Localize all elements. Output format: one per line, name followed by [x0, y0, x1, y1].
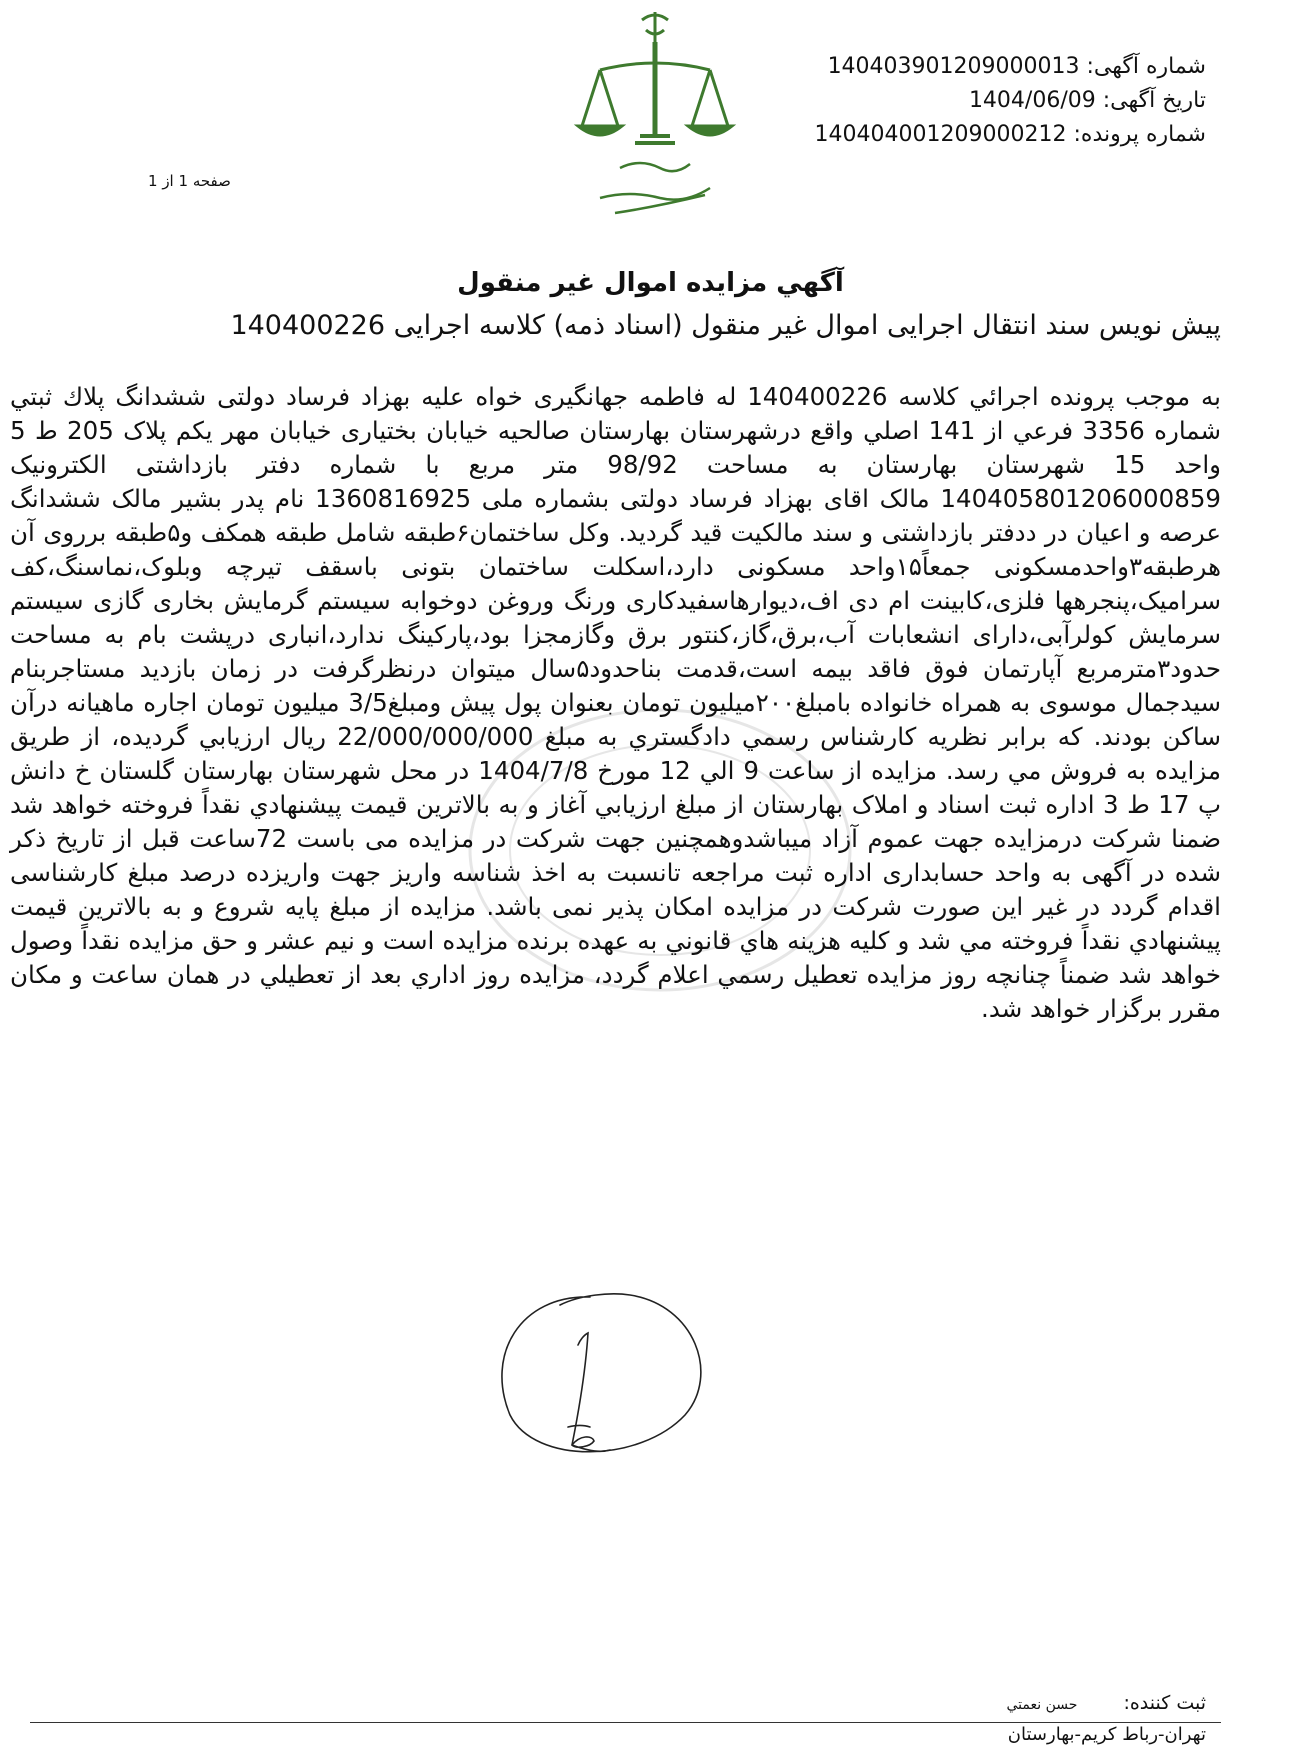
- ad-metadata: [786, 50, 1206, 152]
- judiciary-emblem: [560, 8, 750, 223]
- ad-number-row: [786, 50, 1206, 84]
- page-indicator: صفحه 1 از 1: [148, 172, 231, 190]
- footer-divider: [30, 1722, 1221, 1723]
- auction-body-text: به موجب پرونده اجرائي كلاسه 140400226 له فاطمه جهانگیری خواه علیه بهزاد فرساد دولتی ششدانگ پلاك ثبتي شماره 3356 فرعي از 141 اصلي واقع درشهرستان بهارستان صالحیه خیابان بختیاری خیابان مهر یکم پلاک 205 ط 5 واحد 15 شهرستان بهارستان به مساحت 98/92 متر مربع با شماره دفتر بازداشتی الکترونیک 140405801206000859 مالک اقای بهزاد فرساد دولتی بشماره ملی 1360816925 نام پدر بشیر مالک ششدانگ عرصه و اعیان در ددفتر بازداشتی و سند مالکیت قید گردید. وکل ساختمان۶طبقه شامل طبقه همکف و۵طبقه برروی آن هرطبقه۳واحدمسکونی جمعاً۱۵واحد مسکونی دارد،اسکلت ساختمان بتونی باسقف تیرچه وبلوک،نماسنگ،کف سرامیک،پنجرهها فلزی،کابینت ام دی اف،دیوارهاسفیدکاری ورنگ وروغن دوخوابه سیستم گرمایش بخاری گازی سیستم سرمایش کولرآبی،دارای انشعابات آب،برق،گاز،کنتور برق وگازمجزا بود،پارکینگ ندارد،انباری درپشت بام به مساحت حدود۳مترمربع آپارتمان فوق فاقد بیمه است،قدمت بناحدود۵سال میتوان درنظرگرفت در زمان بازدید مستاجربنام سیدجمال موسوی به همراه خانواده بامبلغ۲۰۰میلیون تومان بعنوان پول پیش ومبلغ3/5 میلیون تومان اجاره ماهیانه درآن ساکن بودند. كه برابر نظريه كارشناس رسمي دادگستري به مبلغ 22/000/000/000 ريال ارزيابي گرديده، از طريق مزايده به فروش مي رسد. مزايده از ساعت 9 الي 12 مورخ 1404/7/8 در محل شهرستان بهارستان گلستان خ دانش پ 17 ط 3 اداره ثبت اسناد و املاک بهارستان از مبلغ ارزيابي آغاز و به بالاترين قيمت پيشنهادي نقداً فروخته خواهد شد ضمنا شرکت درمزایده جهت عموم آزاد میباشدوهمچنین جهت شرکت در مزایده می باست 72ساعت قبل از تاریخ ذکر شده در آگهی به واحد حسابداری اداره ثبت مراجعه تانسبت به اخذ شناسه واریز جهت واریزده درصد مبلغ کارشناسی اقدام گردد در غیر این صورت شرکت در مزایده امکان پذیر نمی باشد. مزايده از مبلغ پايه شروع و به بالاترين قيمت پيشنهادي نقداً فروخته مي شد و كليه هزينه هاي قانوني به عهده برنده مزايده است و نيم عشر و حق مزايده نقداً وصول خواهد شد ضمناً چنانچه روز مزايده تعطيل رسمي اعلام گردد، مزايده روز اداري بعد از تعطيلي در همان ساعت و مكان مقرر برگزار خواهد شد.: [10, 382, 1222, 1023]
- file-number-label: شماره پرونده:: [1073, 122, 1206, 147]
- registrar-label: ثبت كننده:: [1123, 1692, 1206, 1714]
- ad-date: 1404/06/09: [968, 88, 1096, 113]
- document-title: آگهي مزايده اموال غير منقول: [457, 268, 844, 298]
- file-number: 140404001209000212: [814, 122, 1067, 147]
- file-number-row: [786, 118, 1206, 152]
- handwritten-signature: [480, 1285, 720, 1485]
- ad-number-label: شماره آگهی:: [1086, 54, 1206, 79]
- document-subtitle: پیش نویس سند انتقال اجرایی اموال غیر منقول (اسناد ذمه) کلاسه اجرایی 140400226: [230, 310, 1221, 341]
- registrar-name: حسن نعمتي: [1006, 1697, 1078, 1713]
- ad-date-label: تاریخ آگهی:: [1102, 88, 1206, 113]
- registrar: [1007, 1692, 1207, 1714]
- ad-date-row: [786, 84, 1206, 118]
- office-address: تهران-رباط کریم-بهارستان: [1007, 1724, 1206, 1745]
- ad-number: 140403901209000013: [827, 54, 1080, 79]
